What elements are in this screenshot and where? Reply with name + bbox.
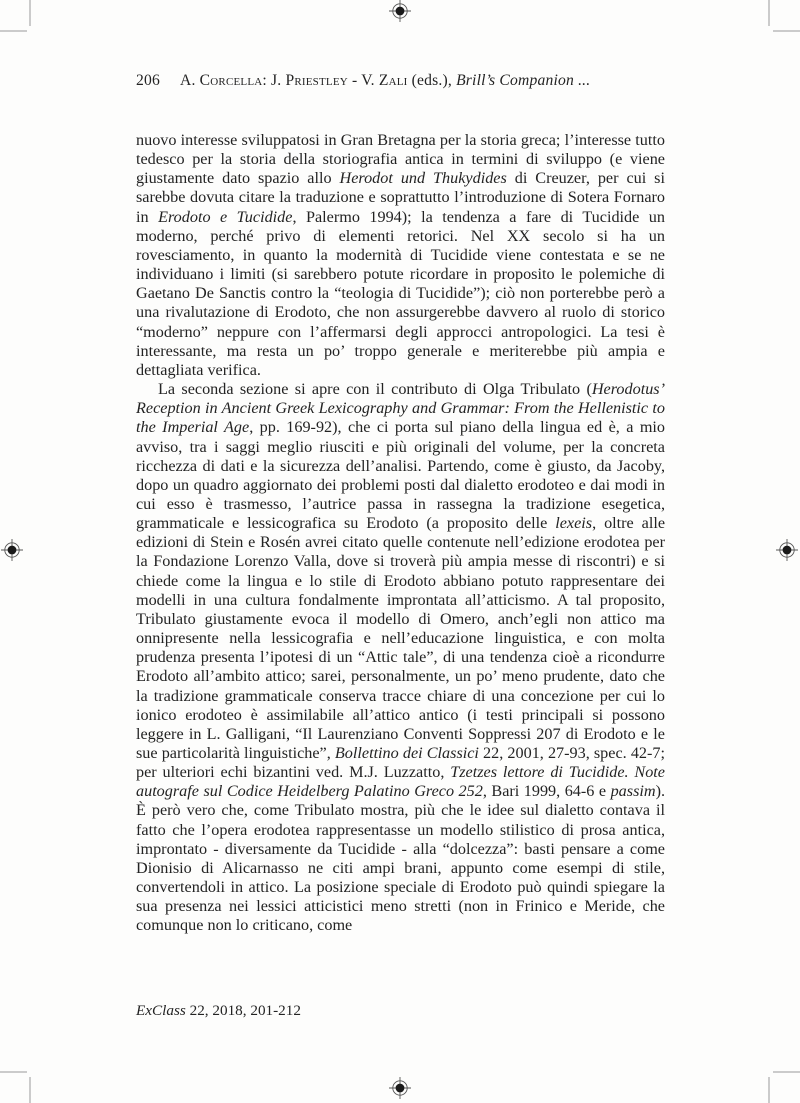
page-header (136, 72, 665, 90)
italic-text-run: Herodotus’ Reception in Ancient Greek Lexicography and Grammar: From the Hellenistic to the Imperial Age (136, 380, 665, 437)
registration-mark-top-icon (389, 0, 411, 22)
italic-text-run: Tzetzes lettore di Tucidide. Note autografe sul Codice Heidelberg Palatino Greco 252 (136, 763, 665, 801)
registration-mark-left-icon (1, 539, 23, 561)
italic-text-run: passim (610, 782, 656, 801)
crop-mark-top-right-vertical (768, 0, 770, 26)
crop-mark-bottom-right-horizontal (773, 1071, 800, 1073)
page-body (136, 131, 665, 936)
text-run: (eds.), (411, 72, 457, 89)
crop-mark-top-right-horizontal (773, 30, 800, 32)
paragraph (136, 380, 665, 936)
crop-mark-bottom-left-horizontal (0, 1071, 27, 1073)
page-number: 206 (136, 72, 160, 89)
text-run: 22, 2001, 27-93, spec. 42-7; per ulteriori echi bizantini ved. M.J. Luzzatto, (136, 744, 665, 782)
crop-mark-bottom-left-vertical (29, 1077, 31, 1103)
paragraph (136, 131, 665, 380)
text-run: , pp. 169-92), che ci porta sul piano della lingua ed è, a mio avviso, tra i saggi meglio riusciti e più originali del volume, per la concreta ricchezza di dati e la sicurezza dell’analisi. Partendo, come è giusto, da Jacoby, dopo un quadro aggiornato dei problemi posti dal dialetto erodoteo e dai modi in cui esso è trasmesso, l’autrice passa in rassegna la tradizione esegetica, grammaticale e lessicografica su Erodoto (a proposito delle (136, 418, 665, 533)
italic-text-run: Bollettino dei Classici (334, 744, 479, 762)
italic-text-run: Erodoto e Tucidide (158, 207, 293, 226)
italic-text-run: ExClass (136, 1002, 186, 1019)
text-run: , Bari 1999, 64-6 e (482, 782, 611, 801)
text-run: La seconda sezione si apre con il contributo di Olga Tribulato ( (158, 380, 592, 399)
text-run: , Palermo 1994); la tendenza a fare di Tucidide un moderno, perché privo di elementi retorici. Nel XX secolo si ha un rovesciamento, in quanto la modernità di Tucidide viene contestata e se ne individuano i limiti (si sarebbero potute ricordare in proposito le polemiche di Gaetano De Sanctis contro la “teologia di Tucidide”); ciò non porterebbe però a una rivalutazione di Erodoto, che non assurgerebbe davvero al ruolo di storico “moderno” neppure con l’affermarsi degli approcci antropologici. La tesi è interessante, ma resta un po’ troppo generale e meriterebbe più ampia e dettagliata verifica. (136, 207, 665, 379)
text-run: , oltre alle edizioni di Stein e Rosén avrei citato quelle contenute nell’edizione erodotea per la Fondazione Lorenzo Valla, dove si troverà più ampia messe di riscontri) e si chiede come la lingua e lo stile di Erodoto abbiano potuto rappresentare dei modelli in una cultura fondalmente improntata all’atticismo. A tal proposito, Tribulato giustamente evoca il modello di Omero, anch’egli non attico ma onnipresente nella lessicografia e nell’educazione linguistica, e con molta prudenza presenta l’ipotesi di un “Attic tale”, di una tendenza cioè a ricondurre Erodoto all’ambito attico; sarei, personalmente, un po’ meno prudente, dato che la tradizione grammaticale conserva tracce chiare di una concezione per cui lo ionico erodoteo è assimilabile all’attico antico (i testi principali si possono leggere in L. Galligani, “Il Laurenziano Conventi Soppressi 207 di Erodoto e le sue particolarità linguistiche”, (136, 514, 666, 762)
crop-mark-top-left-vertical (29, 0, 31, 26)
italic-text-run: Herodot und Thukydides (339, 169, 507, 188)
registration-mark-bottom-icon (389, 1077, 411, 1099)
text-run: nuovo interesse sviluppatosi in Gran Bretagna per la storia greca; l’interesse tutto tedesco per la storia della storiografia antica in termini di sviluppo (e viene giustamente dato spazio allo (136, 131, 665, 188)
text-run: ). È però vero che, come Tribulato mostra, più che le idee sul dialetto contava il fatto che l’opera erodotea rappresentasse un modello stilistico di prosa antica, improntato - diversamente da Tucidide - alla “dolcezza”: basti pensare a come Dionisio di Alicarnasso ne citi ampi brani, appunto come esempi di stile, convertendoli in attico. La posizione speciale di Erodoto può quindi spiegare la sua presenza nei lessici atticistici meno stretti (non in Frinico e Meride, che comunque non lo criticano, come (136, 782, 665, 935)
italic-text-run: Brill’s Companion ... (456, 72, 591, 89)
text-run: di Creuzer, per cui si sarebbe dovuta citare la traduzione e soprattutto l’introduzione di Sotera Fornaro in (136, 169, 665, 226)
smallcaps-text-run: A. Corcella: J. Priestley - V. Zali (180, 72, 412, 89)
journal-citation-footer (136, 1002, 301, 1020)
text-run: 22, 2018, 201-212 (185, 1002, 301, 1019)
crop-mark-bottom-right-vertical (768, 1077, 770, 1103)
running-title (180, 72, 590, 90)
registration-mark-right-icon (776, 539, 798, 561)
italic-text-run: lexeis (555, 514, 593, 533)
crop-mark-top-left-horizontal (0, 30, 27, 32)
